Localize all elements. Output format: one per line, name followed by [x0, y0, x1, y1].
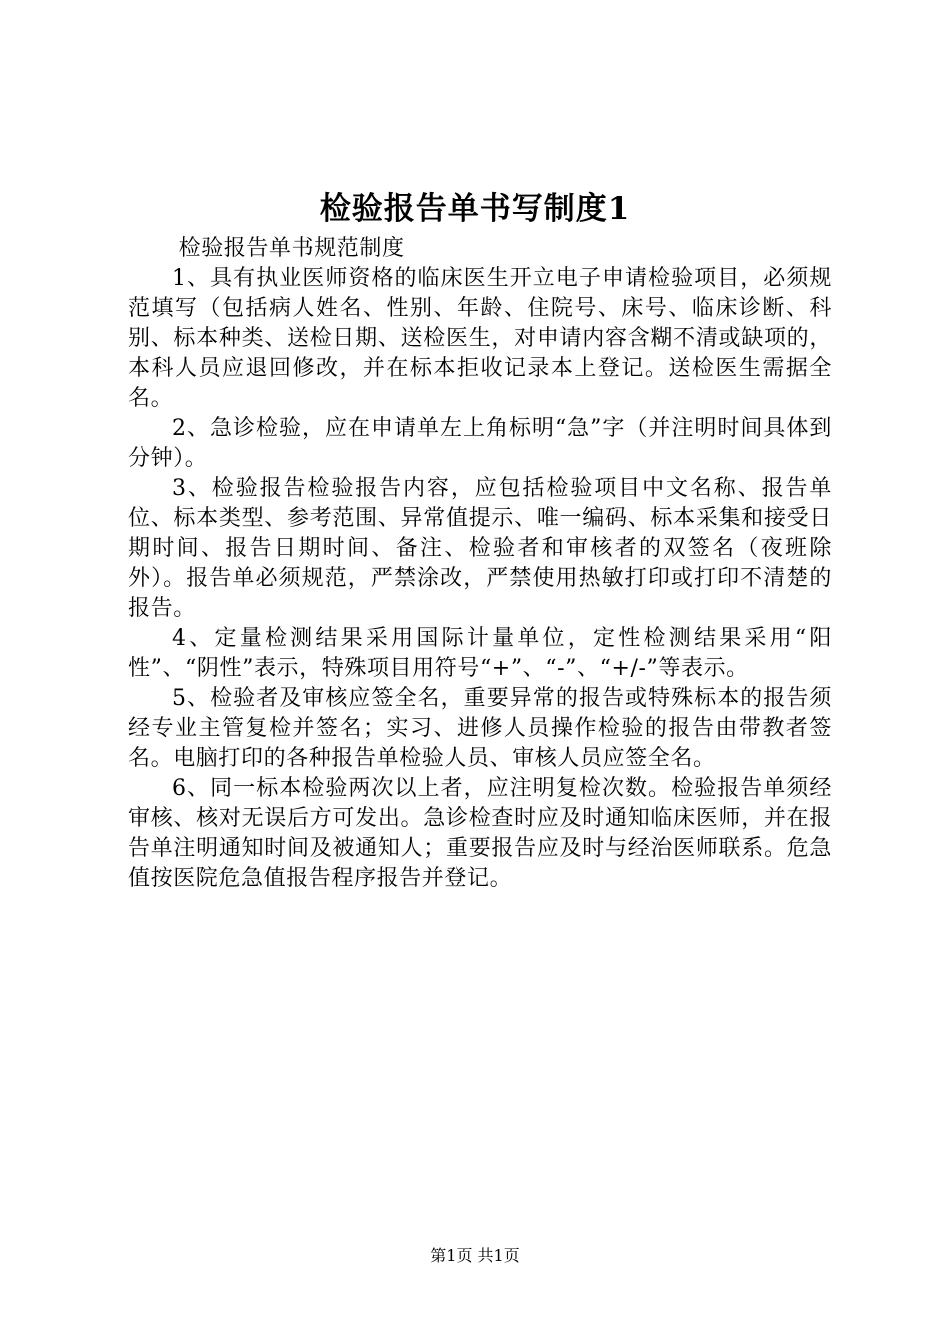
paragraph-4: 4、定量检测结果采用国际计量单位，定性检测结果采用“阳性”、“阴性”表示，特殊项目用符号“+”、“-”、“+/-”等表示。 — [128, 626, 832, 681]
paragraph-3: 3、检验报告检验报告内容，应包括检验项目中文名称、报告单位、标本类型、参考范围、异常值提示、唯一编码、标本采集和接受日期时间、报告日期时间、备注、检验者和审核者的双签名（夜班除外）。报告单必须规范，严禁涂改，严禁使用热敏打印或打印不清楚的报告。 — [128, 476, 832, 621]
document-body — [128, 234, 832, 894]
document-title: 检验报告单书写制度1 — [319, 191, 631, 227]
document-subtitle: 检验报告单书规范制度 — [178, 236, 405, 261]
page-footer: 第1页 共1页 — [430, 1246, 520, 1265]
paragraph-6: 6、同一标本检验两次以上者，应注明复检次数。检验报告单须经审核、核对无误后方可发出。急诊检查时应及时通知临床医师，并在报告单注明通知时间及被通知人；重要报告应及时与经治医师联系。危急值按医院危急值报告程序报告并登记。 — [128, 776, 832, 891]
paragraph-5: 5、检验者及审核应签全名，重要异常的报告或特殊标本的报告须经专业主管复检并签名；实习、进修人员操作检验的报告由带教者签名。电脑打印的各种报告单检验人员、审核人员应签全名。 — [128, 686, 832, 771]
paragraph-2: 2、急诊检验，应在申请单左上角标明“急”字（并注明时间具体到分钟）。 — [128, 416, 832, 471]
paragraph-1: 1、具有执业医师资格的临床医生开立电子申请检验项目，必须规范填写（包括病人姓名、性别、年龄、住院号、床号、临床诊断、科别、标本种类、送检日期、送检医生，对申请内容含糊不清或缺项的，本科人员应退回修改，并在标本拒收记录本上登记。送检医生需据全名。 — [128, 266, 832, 411]
